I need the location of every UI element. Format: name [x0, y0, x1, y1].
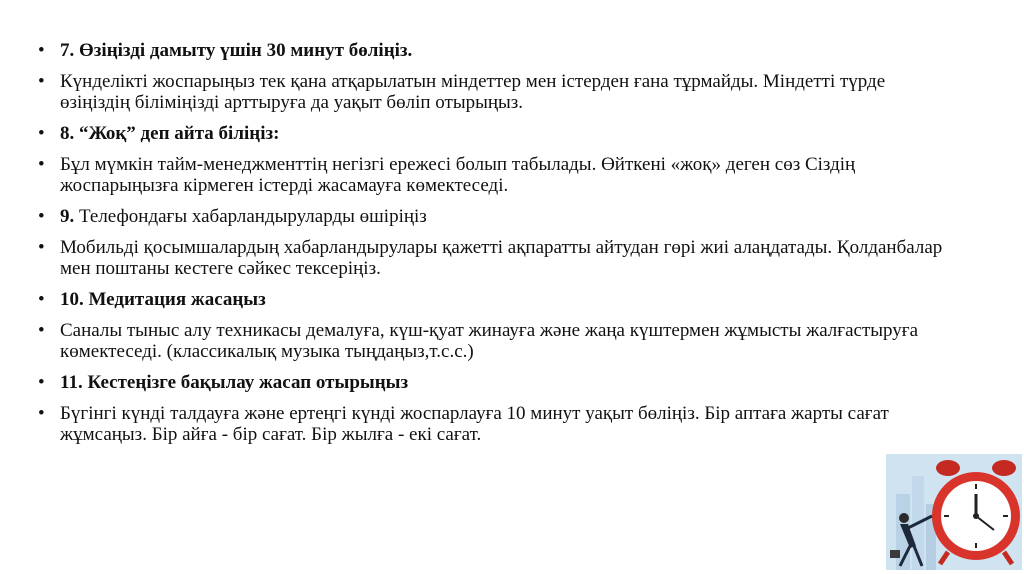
bullet-bold: 7. Өзіңізді дамыту үшін 30 минут бөліңіз.: [60, 40, 413, 61]
bullet-item-7-heading: [36, 40, 956, 61]
bullet-item-11-body: [36, 403, 956, 445]
bullet-text: Телефондағы хабарландыруларды өшіріңіз: [74, 206, 427, 227]
bullet-item-9-body: [36, 237, 956, 279]
clock-center: [973, 513, 979, 519]
bullet-text: Бұл мүмкін тайм-менеджменттің негізгі ережесі болып табылады. Өйткені «жоқ» деген сөз Сіздің жоспарыңызға кірмеген істерді жасамауға көмектеседі.: [60, 154, 856, 196]
bullet-item-7-body: [36, 71, 956, 113]
clock-bell-right: [992, 460, 1016, 476]
bullet-list: [36, 40, 956, 455]
alarm-clock-businessman-icon: [886, 454, 1022, 570]
bullet-item-8-heading: [36, 123, 956, 144]
bullet-bold: 10. Медитация жасаңыз: [60, 289, 266, 310]
bullet-text: Мобильді қосымшалардың хабарландырулары қажетті ақпаратты айтудан гөрі жиі алаңдатады. Қолданбалар мен поштаны кестеге сәйкес тексеріңіз.: [60, 237, 943, 279]
bullet-text: Күнделікті жоспарыңыз тек қана атқарылатын міндеттер мен істерден ғана тұрмайды. Міндетті түрде өзіңіздің біліміңізді арттыруға да уақыт бөліп отырыңыз.: [60, 71, 886, 113]
bullet-bold: 9.: [60, 206, 75, 227]
bullet-bold: 11. Кестеңізге бақылау жасап отырыңыз: [60, 372, 409, 393]
bullet-text: Бүгінгі күнді талдауға және ертеңгі күнді жоспарлауға 10 минут уақыт бөліңіз. Бір аптаға жарты сағат жұмсаңыз. Бір айға - бір сағат. Бір жылға - екі сағат.: [60, 403, 889, 445]
bullet-item-11-heading: [36, 372, 956, 393]
clock-bell-left: [936, 460, 960, 476]
bullet-bold: 8. “Жоқ” деп айта біліңіз:: [60, 123, 280, 144]
bullet-item-10-heading: [36, 289, 956, 310]
bullet-item-9-heading: [36, 206, 956, 227]
bullet-item-8-body: [36, 154, 956, 196]
bullet-item-10-body: [36, 320, 956, 362]
bullet-text: Саналы тыныс алу техникасы демалуға, күш-қуат жинауға және жаңа күштермен жұмысты жалғастыруға көмектеседі. (классикалық музыка тыңдаңыз,т.с.с.): [60, 320, 918, 362]
